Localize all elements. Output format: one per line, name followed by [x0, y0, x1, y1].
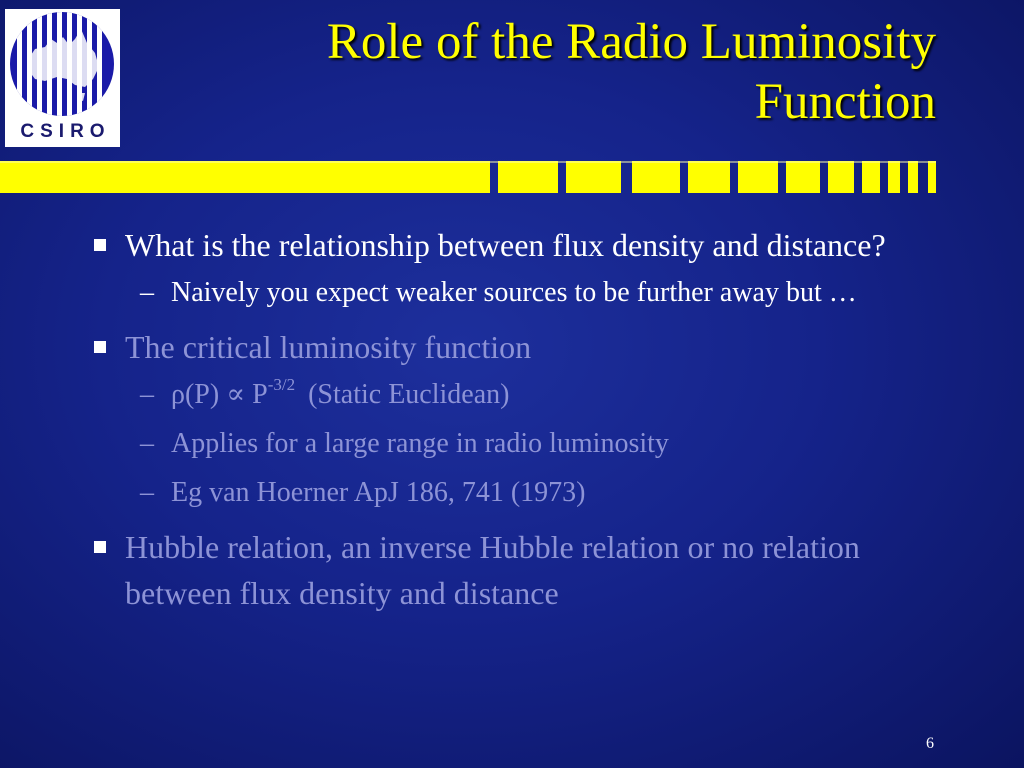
slide-title-line-1: Role of the Radio Luminosity: [326, 14, 936, 70]
slide-title-line-2: Function: [754, 74, 936, 130]
dash-bullet-icon: –: [140, 379, 154, 410]
sub-bullet-item: [88, 424, 938, 464]
bullet-text: Hubble relation, an inverse Hubble relation or no relation between flux density and distance: [125, 529, 860, 611]
sub-bullet-text: Naively you expect weaker sources to be further away but …: [171, 277, 857, 308]
decorative-title-bar: [0, 161, 940, 193]
bullet-text: The critical luminosity function: [125, 329, 532, 365]
sub-bullet-item: [88, 273, 938, 313]
bullet-item: [88, 222, 938, 268]
bullet-item: [88, 524, 938, 616]
csiro-logo-text: CSIRO: [20, 121, 111, 142]
page-number: 6: [926, 735, 934, 752]
dash-bullet-icon: –: [140, 428, 154, 459]
csiro-logo-icon: [5, 9, 120, 124]
square-bullet-icon: [94, 239, 106, 251]
formula-text: ρ(P) ∝ P: [171, 379, 268, 410]
sub-bullet-text: Applies for a large range in radio luminosity: [171, 428, 669, 459]
dash-bullet-icon: –: [140, 477, 154, 508]
dash-bullet-icon: –: [140, 277, 154, 308]
csiro-logo: [5, 9, 120, 147]
bullet-item: [88, 324, 938, 370]
square-bullet-icon: [94, 541, 106, 553]
sub-bullet-text: Eg van Hoerner ApJ 186, 741 (1973): [171, 477, 586, 508]
bullet-text: What is the relationship between flux density and distance?: [125, 227, 886, 263]
sub-bullet-item: [88, 473, 938, 513]
slide-title: [136, 12, 936, 132]
sub-bullet-item: [88, 375, 938, 415]
slide-body: [88, 222, 938, 616]
square-bullet-icon: [94, 341, 106, 353]
formula-note: (Static Euclidean): [308, 379, 510, 410]
formula-exponent: -3/2: [267, 375, 296, 394]
